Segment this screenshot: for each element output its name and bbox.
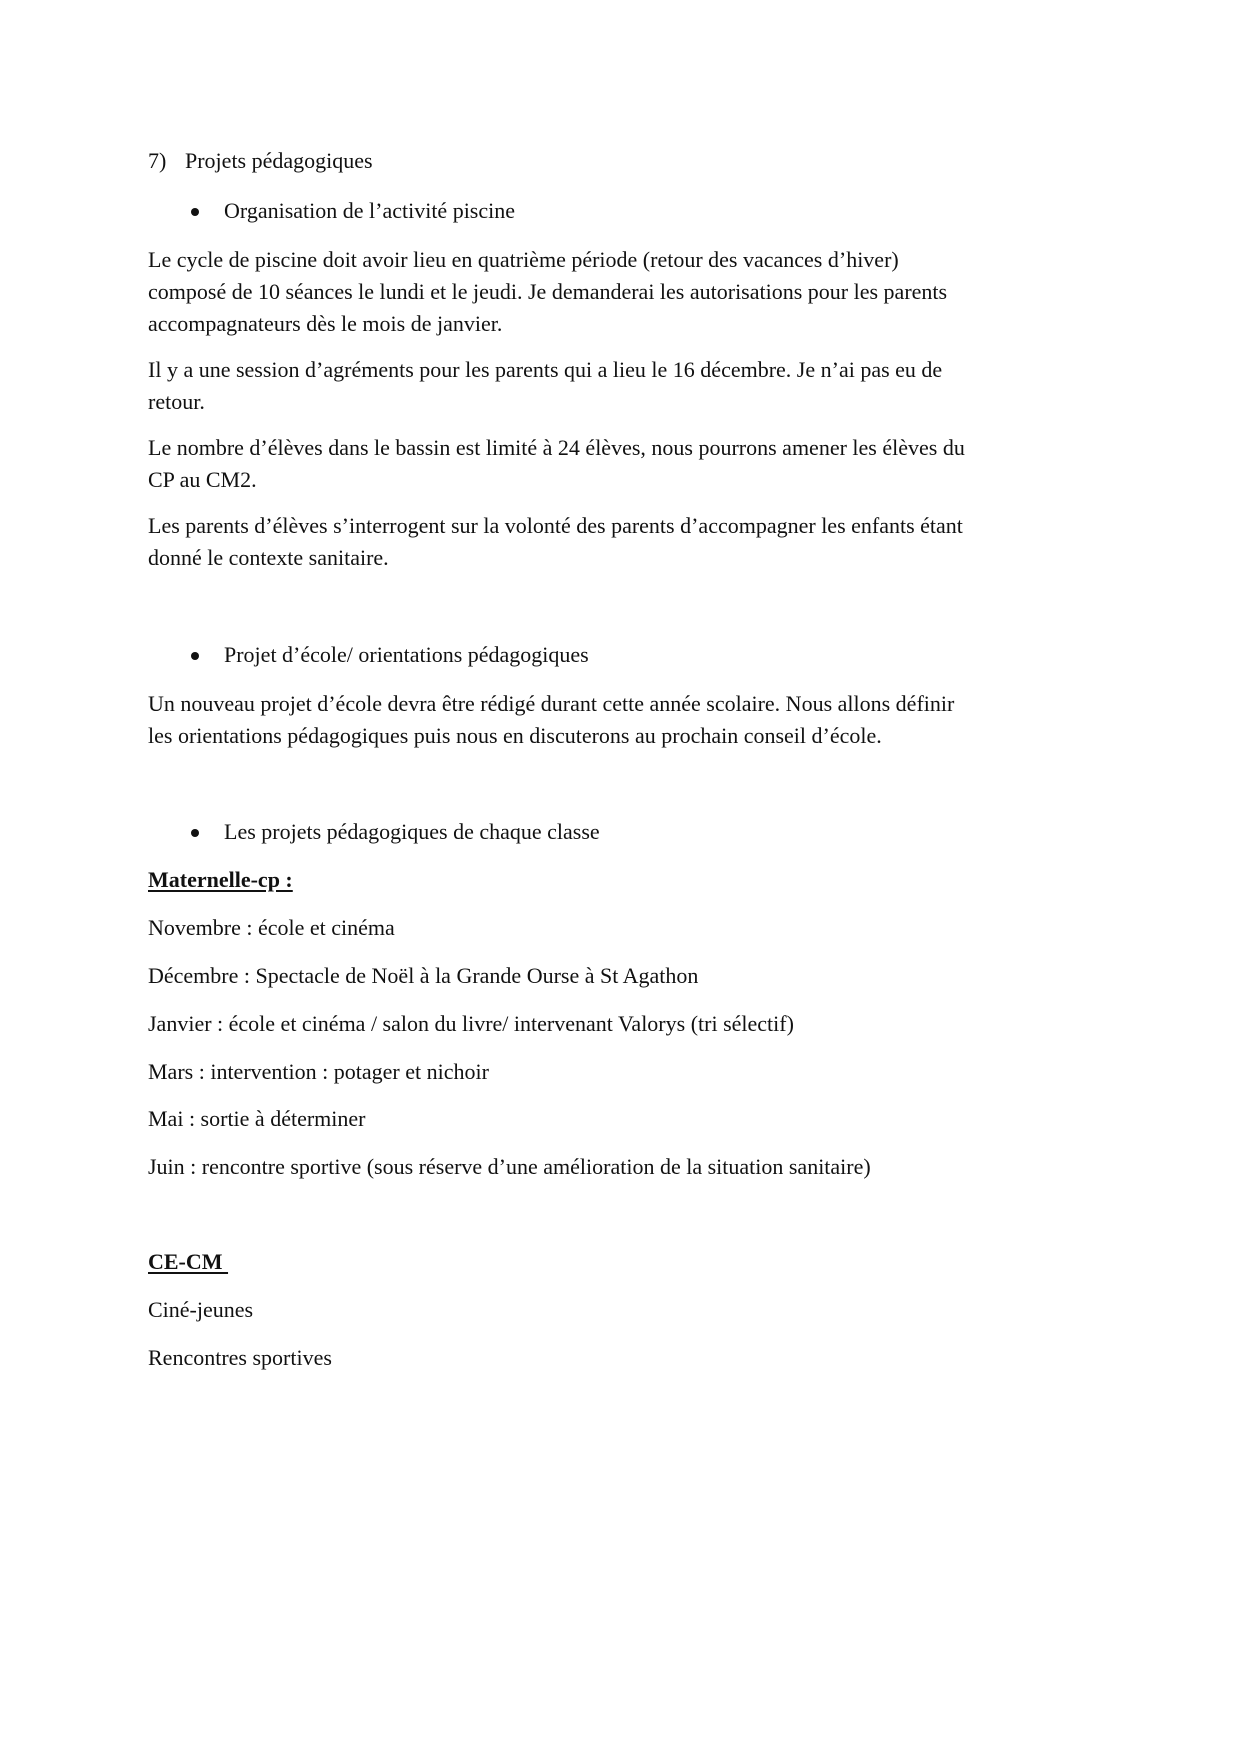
list-item: Mai : sortie à déterminer (148, 1106, 366, 1131)
section-title: Projets pédagogiques (185, 148, 373, 173)
list-item: Mars : intervention : potager et nichoir (148, 1059, 489, 1084)
bullet-icon (191, 829, 199, 837)
bullet-piscine: Organisation de l’activité piscine (224, 198, 516, 223)
paragraph-line: Le cycle de piscine doit avoir lieu en quatrième période (retour des vacances d’hiver) (148, 247, 899, 272)
list-item: Janvier : école et cinéma / salon du livre/ intervenant Valorys (tri sélectif) (148, 1011, 794, 1036)
paragraph-line: les orientations pédagogiques puis nous en discuterons au prochain conseil d’école. (148, 723, 882, 748)
paragraph-line: Le nombre d’élèves dans le bassin est limité à 24 élèves, nous pourrons amener les élèves du (148, 435, 965, 460)
list-item: Décembre : Spectacle de Noël à la Grande Ourse à St Agathon (148, 963, 699, 988)
paragraph-line: composé de 10 séances le lundi et le jeudi. Je demanderai les autorisations pour les parents (148, 279, 948, 304)
bullet-icon (191, 208, 199, 216)
paragraph-line: Il y a une session d’agréments pour les parents qui a lieu le 16 décembre. Je n’ai pas eu de (148, 357, 943, 382)
bullet-projets-classe: Les projets pédagogiques de chaque classe (224, 819, 600, 844)
paragraph-line: Un nouveau projet d’école devra être rédigé durant cette année scolaire. Nous allons définir (148, 691, 955, 716)
bullet-icon (191, 652, 199, 660)
paragraph-line: accompagnateurs dès le mois de janvier. (148, 311, 503, 336)
maternelle-heading: Maternelle-cp : (148, 867, 293, 892)
list-item: Novembre : école et cinéma (148, 915, 395, 940)
paragraph-line: CP au CM2. (148, 467, 257, 492)
cecm-heading: CE-CM (148, 1249, 229, 1274)
list-item: Juin : rencontre sportive (sous réserve d’une amélioration de la situation sanitaire) (148, 1154, 871, 1179)
paragraph-line: Les parents d’élèves s’interrogent sur la volonté des parents d’accompagner les enfants étant (148, 513, 963, 538)
list-item: Ciné-jeunes (148, 1297, 254, 1322)
paragraph-line: retour. (148, 389, 205, 414)
paragraph-line: donné le contexte sanitaire. (148, 545, 389, 570)
section-number: 7) (148, 148, 167, 173)
bullet-projet-ecole: Projet d’école/ orientations pédagogiques (224, 642, 589, 667)
list-item: Rencontres sportives (148, 1345, 332, 1370)
